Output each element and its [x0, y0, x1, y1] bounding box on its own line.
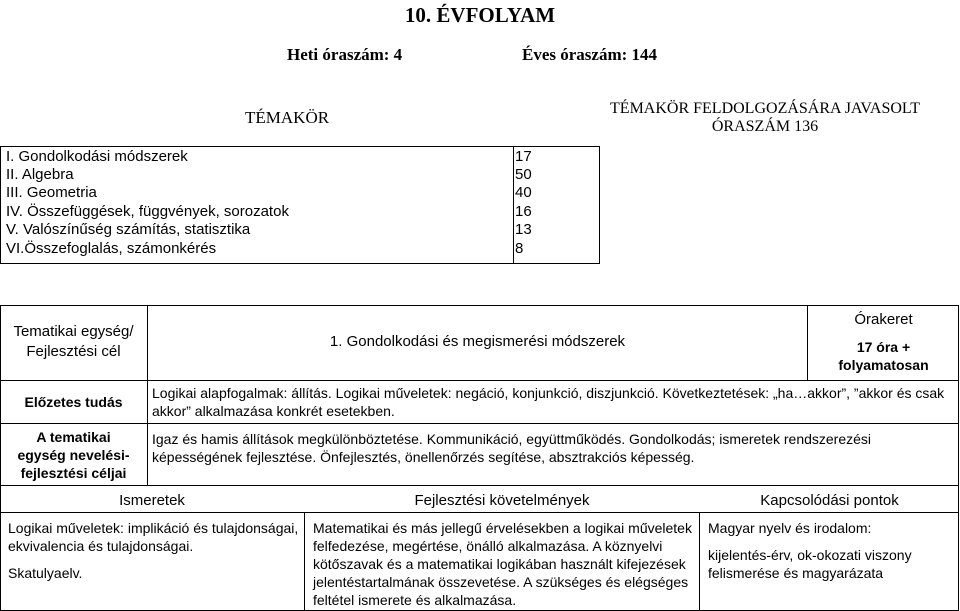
knowledge-text-1: Logikai műveletek: implikáció és tulajdonságai, ekvivalencia és tulajdonságai.: [8, 520, 299, 554]
page-title: 10. ÉVFOLYAM: [404, 3, 556, 27]
requirements-text: Matematikai és más jellegű érvelésekben a logikai műveletek felfedezése, megértése, önálló alkalmazása. A köznyelvi kötőszavak és a matematikai logikában használt kifejezések jelentéstartalmának összevetése. A szükséges és elégséges feltétel ismerete és alkalmazása.: [313, 520, 692, 608]
unit-row-divider-4: [0, 512, 959, 513]
unit-row-divider-2: [0, 423, 959, 424]
topic-hours-5: 13: [515, 221, 532, 238]
knowledge-text-2: Skatulyaelv.: [8, 565, 83, 581]
topic-row-1: I. Gondolkodási módszerek: [6, 148, 188, 165]
prior-knowledge-label: Előzetes tudás: [24, 394, 123, 410]
goals-text: Igaz és hamis állítások megkülönböztetése. Kommunikáció, együttműködés. Gondolkodás; ismeretek rendszerezési képességének fejlesztése. Önfejlesztés, önellenőrzés segítése, absztrakciós képesség.: [152, 431, 872, 465]
topic-hours-2: 50: [515, 166, 532, 183]
topic-hours-6: 8: [515, 240, 524, 257]
hours-column-header-line2: ÓRASZÁM 136: [711, 118, 819, 135]
goals-label-line3: fejlesztési céljai: [20, 465, 127, 481]
hours-label: Órakeret: [854, 311, 913, 328]
links-text-1: Magyar nyelv és irodalom:: [708, 520, 872, 536]
bottom-col-divider-2: [699, 512, 700, 611]
topics-table-divider: [513, 147, 514, 263]
prior-knowledge-text: Logikai alapfogalmak: állítás. Logikai műveletek: negáció, konjunkció, diszjunkció. Következtetések: „ha…akkor”, ”akkor és csak akkor” alkalmazása konkrét esetekben.: [152, 385, 945, 419]
topic-hours-4: 16: [515, 203, 532, 220]
topic-row-3: III. Geometria: [6, 184, 97, 201]
unit-row-divider-1: [0, 380, 959, 381]
unit-row-divider-3: [0, 485, 959, 486]
unit-label-line2: Fejlesztési cél: [26, 343, 121, 360]
topic-row-4: IV. Összefüggések, függvények, sorozatok: [6, 203, 289, 220]
hours-column-header-line1: TÉMAKÖR FELDOLGOZÁSÁRA JAVASOLT: [610, 100, 920, 117]
hours-value-line1: 17 óra +: [856, 339, 911, 355]
links-text-2: kijelentés-érv, ok-okozati viszony felismerése és magyarázata: [708, 547, 912, 581]
hours-value-line2: folyamatosan: [838, 357, 929, 373]
hours-value: [808, 338, 959, 374]
requirements-header: Fejlesztési követelmények: [414, 492, 590, 509]
hours-column-header: [600, 100, 930, 136]
topic-row-6: VI.Összefoglalás, számonkérés: [6, 240, 217, 257]
knowledge-header: Ismeretek: [119, 492, 185, 509]
goals-label-line1: A tematikai: [36, 429, 111, 445]
links-header: Kapcsolódási pontok: [760, 492, 899, 509]
topic-column-header: TÉMAKÖR: [245, 108, 330, 127]
unit-title: 1. Gondolkodási és megismerési módszerek: [329, 333, 626, 350]
topic-hours-1: 17: [515, 148, 532, 165]
weekly-hours: Heti óraszám: 4: [287, 45, 403, 64]
yearly-hours: Éves óraszám: 144: [522, 45, 658, 64]
goals-label: [0, 428, 147, 482]
topic-row-5: V. Valószínűség számítás, statisztika: [6, 221, 251, 238]
goals-label-line2: egység nevelési-: [17, 447, 130, 463]
topic-hours-3: 40: [515, 184, 532, 201]
topic-row-2: II. Algebra: [6, 166, 74, 183]
unit-label: [0, 322, 147, 362]
unit-label-line1: Tematikai egység/: [13, 323, 134, 340]
bottom-col-divider-1: [304, 512, 305, 611]
